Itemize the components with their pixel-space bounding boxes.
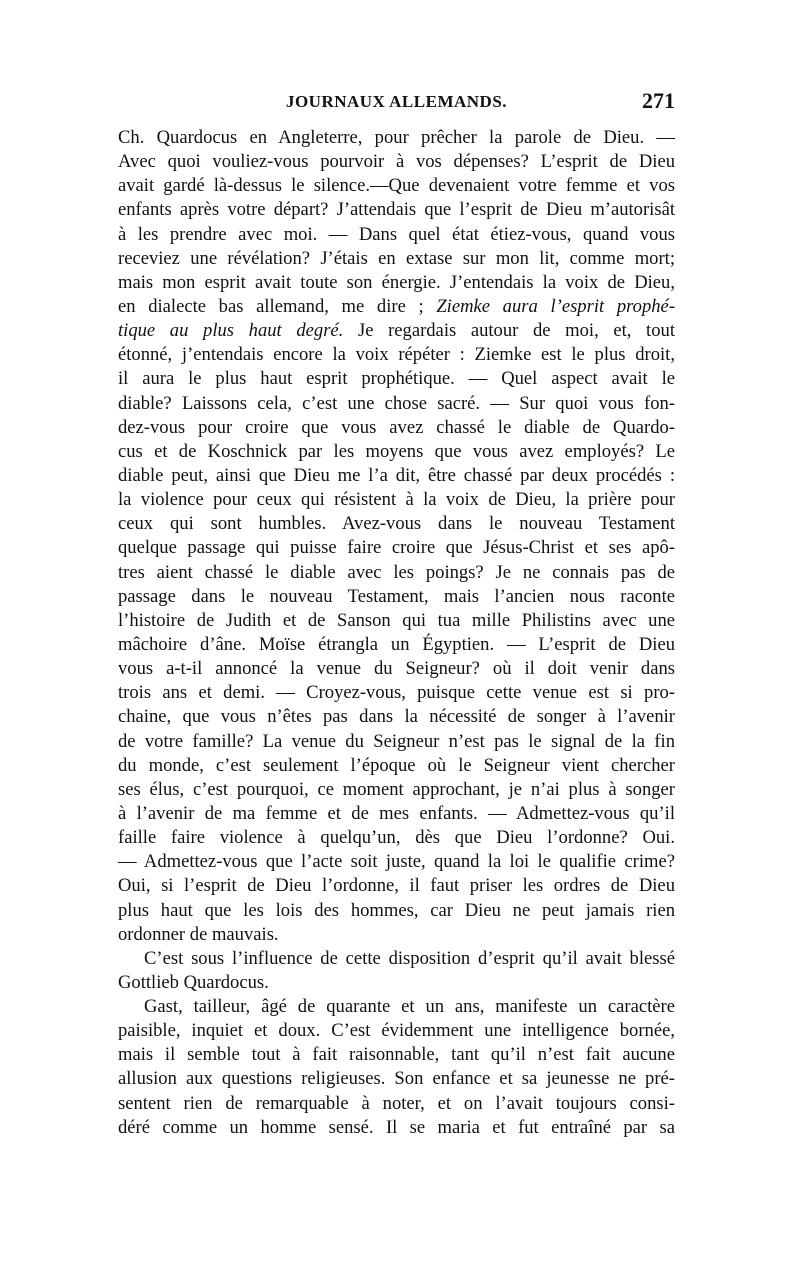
text-line: à les prendre avec moi. — Dans quel état étiez-vous, quand vous	[118, 223, 675, 245]
text-line: tres aient chassé le diable avec les poings? Je ne connais pas de	[118, 561, 675, 583]
page-number: 271	[642, 88, 675, 113]
text-line: cus et de Koschnick par les moyens que vous avez employés? Le	[118, 440, 675, 462]
running-title: JOURNAUX ALLEMANDS.	[285, 92, 508, 111]
text-line	[118, 295, 675, 319]
text-line: la violence pour ceux qui résistent à la voix de Dieu, la prière pour	[118, 489, 675, 511]
text-line: il aura le plus haut esprit prophétique. — Quel aspect avait le	[118, 368, 675, 390]
text-line: étonné, j’entendais encore la voix répéter : Ziemke est le plus droit,	[118, 344, 675, 366]
text-line: ordonner de mauvais.	[118, 923, 279, 945]
text-line: chaine, que vous n’êtes pas dans la nécessité de songer à l’avenir	[118, 706, 675, 728]
text-line: passage dans le nouveau Testament, mais l’ancien nous raconte	[118, 585, 675, 607]
text-line: du monde, c’est seulement l’époque où le Seigneur vient chercher	[118, 754, 675, 776]
text-line: diable peut, ainsi que Dieu me l’a dit, être chassé par deux procédés :	[118, 464, 675, 486]
text-line: quelque passage qui puisse faire croire que Jésus-Christ et ses apô-	[118, 537, 675, 559]
text-line: mais mon esprit avait toute son énergie. J’entendais la voix de Dieu,	[118, 271, 675, 293]
text-line: receviez une révélation? J’étais en extase sur mon lit, comme mort;	[118, 247, 675, 269]
text-line: à l’avenir de ma femme et de mes enfants. — Admettez-vous qu’il	[118, 802, 675, 824]
text-line: — Admettez-vous que l’acte soit juste, quand la loi le qualifie crime?	[118, 851, 675, 873]
text-segment: en dialecte bas allemand, me dire ;	[118, 295, 437, 317]
italic-quote: Ziemke aura l’esprit prophé-	[436, 295, 676, 317]
running-head	[118, 88, 675, 122]
text-line: paisible, inquiet et doux. C’est évidemment une intelligence bornée,	[118, 1020, 675, 1042]
text-line: mâchoire d’âne. Moïse étrangla un Égyptien. — L’esprit de Dieu	[118, 633, 675, 655]
text-line: Ch. Quardocus en Angleterre, pour prêcher la parole de Dieu. —	[118, 127, 675, 148]
text-line: dez-vous pour croire que vous avez chassé le diable de Quardo-	[118, 416, 675, 438]
text-line: trois ans et demi. — Croyez-vous, puisque cette venue est si pro-	[118, 682, 675, 704]
text-line: ceux qui sont humbles. Avez-vous dans le nouveau Testament	[118, 513, 675, 535]
text-line	[118, 319, 675, 343]
text-line: avait gardé là-dessus le silence.—Que devenaient votre femme et vos	[118, 175, 675, 197]
text-line: mais il semble tout à fait raisonnable, tant qu’il n’est fait aucune	[118, 1044, 675, 1066]
text-line: vous a-t-il annoncé la venue du Seigneur? où il doit venir dans	[118, 658, 675, 680]
text-line: plus haut que les lois des hommes, car Dieu ne peut jamais rien	[118, 899, 675, 921]
text-segment: Je regardais autour de moi, et, tout	[343, 320, 675, 342]
text-line: Gottlieb Quardocus.	[118, 971, 269, 993]
text-line: déré comme un homme sensé. Il se maria et fut entraîné par sa	[118, 1116, 675, 1138]
text-line: Oui, si l’esprit de Dieu l’ordonne, il faut priser les ordres de Dieu	[118, 875, 675, 897]
body-text	[118, 126, 675, 1140]
text-line: l’histoire de Judith et de Sanson qui tua mille Philistins avec une	[118, 609, 675, 631]
italic-quote: tique au plus haut degré.	[118, 320, 344, 342]
text-line: de votre famille? La venue du Seigneur n’est pas le signal de la fin	[118, 730, 675, 752]
text-line: ses élus, c’est pourquoi, ce moment approchant, je n’ai plus à songer	[118, 778, 675, 800]
text-line: enfants après votre départ? J’attendais que l’esprit de Dieu m’autorisât	[118, 199, 675, 221]
text-line: Gast, tailleur, âgé de quarante et un ans, manifeste un caractère	[144, 996, 675, 1018]
text-line: allusion aux questions religieuses. Son enfance et sa jeunesse ne pré-	[118, 1068, 675, 1090]
text-line: diable? Laissons cela, c’est une chose sacré. — Sur quoi vous fon-	[118, 392, 675, 414]
text-line: sentent rien de remarquable à noter, et on l’avait toujours consi-	[118, 1092, 675, 1114]
text-line: Avec quoi vouliez-vous pourvoir à vos dépenses? L’esprit de Dieu	[118, 151, 675, 173]
text-line: C’est sous l’influence de cette disposition d’esprit qu’il avait blessé	[144, 947, 675, 969]
text-line: faille faire violence à quelqu’un, dès que Dieu l’ordonne? Oui.	[118, 827, 675, 849]
